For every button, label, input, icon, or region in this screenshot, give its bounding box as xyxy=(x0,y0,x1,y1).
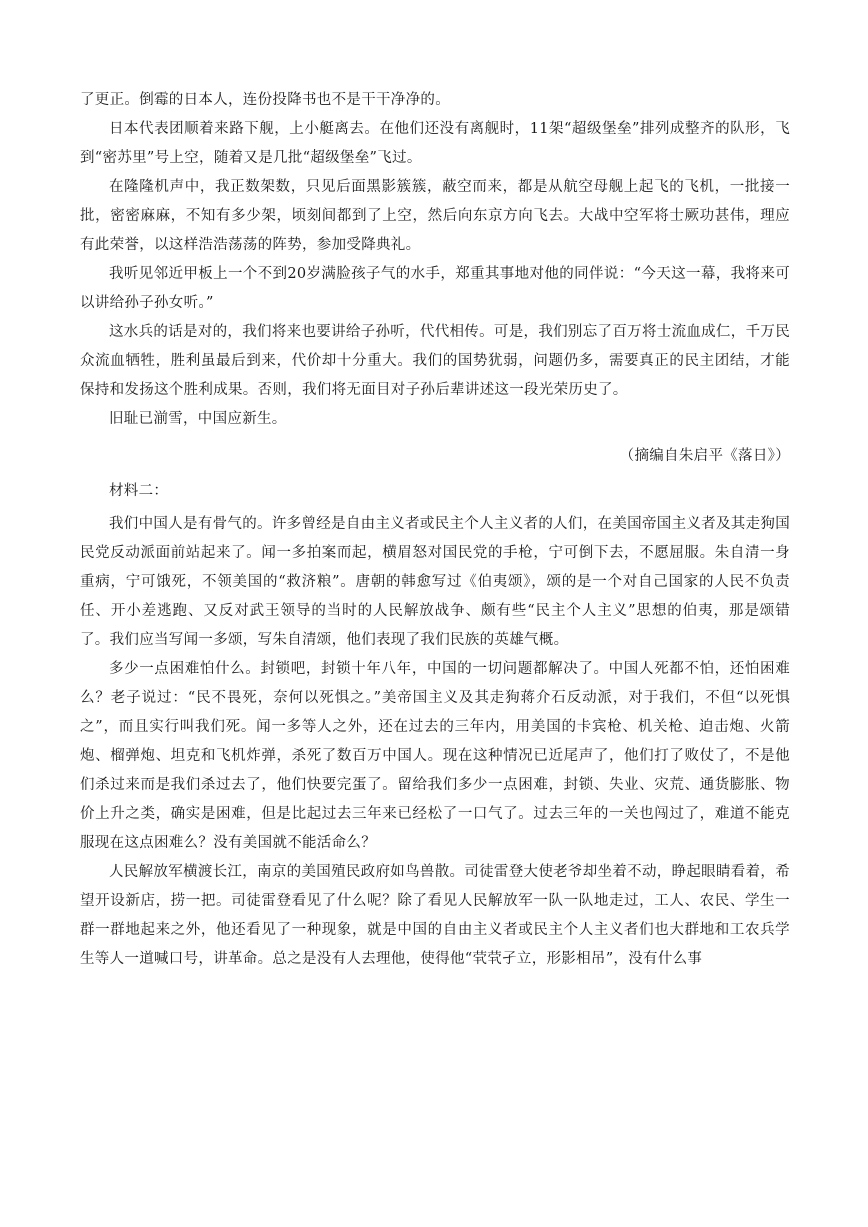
paragraph: 我们中国人是有骨气的。许多曾经是自由主义者或民主个人主义者的人们，在美国帝国主义者及其走狗国民党反动派面前站起来了。闻一多拍案而起，横眉怒对国民党的手枪，宁可倒下去，不愿屈服。朱自清一身重病，宁可饿死，不领美国的“救济粮”。唐朝的韩愈写过《伯夷颂》，颂的是一个对自己国家的人民不负责任、开小差逃跑、又反对武王领导的当时的人民解放战争、颇有些“民主个人主义”思想的伯夷，那是颂错了。我们应当写闻一多颂，写朱自清颂，他们表现了我们民族的英雄气概。 xyxy=(80,516,790,648)
paragraph: 人民解放军横渡长江，南京的美国殖民政府如鸟兽散。司徒雷登大使老爷却坐着不动，睁起眼睛看着，希望开设新店，捞一把。司徒雷登看见了什么呢？除了看见人民解放军一队一队地走过，工人、农民、学生一群一群地起来之外，他还看见了一种现象，就是中国的自由主义者或民主个人主义者们也大群地和工农兵学生等人一道喊口号，讲革命。总之是没有人去理他，使得他“茕茕孑立，形影相吊”，没有什么事 xyxy=(80,864,790,967)
paragraph: 旧耻已湔雪，中国应新生。 xyxy=(109,411,287,427)
section-label: 材料二： xyxy=(109,483,169,499)
source-citation: （摘编自朱启平《落日》） xyxy=(619,448,790,464)
document-page xyxy=(80,86,790,974)
paragraph: 这水兵的话是对的，我们将来也要讲给子孙听，代代相传。可是，我们别忘了百万将士流血成仁，千万民众流血牺牲，胜利虽最后到来，代价却十分重大。我们的国势犹弱，问题仍多，需要真正的民主团结，才能保持和发扬这个胜利成果。否则，我们将无面目对子孙后辈讲述这一段光荣历史了。 xyxy=(80,324,790,398)
paragraph: 我听见邻近甲板上一个不到20岁满脸孩子气的水手，郑重其事地对他的同伴说：“今天这一幕，我将来可以讲给孙子孙女听。” xyxy=(80,266,790,311)
paragraph: 日本代表团顺着来路下舰，上小艇离去。在他们还没有离舰时，11架“超级堡垒”排列成整齐的队形，飞到“密苏里”号上空，随着又是几批“超级堡垒”飞过。 xyxy=(80,121,790,166)
paragraph: 多少一点困难怕什么。封锁吧，封锁十年八年，中国的一切问题都解决了。中国人死都不怕，还怕困难么？老子说过：“民不畏死，奈何以死惧之。”美帝国主义及其走狗蒋介石反动派，对于我们，不但“以死惧之”，而且实行叫我们死。闻一多等人之外，还在过去的三年内，用美国的卡宾枪、机关枪、迫击炮、火箭炮、榴弹炮、坦克和飞机炸弹，杀死了数百万中国人。现在这种情况已近尾声了，他们打了败仗了，不是他们杀过来而是我们杀过去了，他们快要完蛋了。留给我们多少一点困难，封锁、失业、灾荒、通货膨胀、物价上升之类，确实是困难，但是比起过去三年来已经松了一口气了。过去三年的一关也闯过了，难道不能克服现在这点困难么？没有美国就不能活命么？ xyxy=(80,661,790,851)
paragraph: 了更正。倒霉的日本人，连份投降书也不是干干净净的。 xyxy=(80,92,450,108)
paragraph: 在隆隆机声中，我正数架数，只见后面黑影簇簇，蔽空而来，都是从航空母舰上起飞的飞机，一批接一批，密密麻麻，不知有多少架，顷刻间都到了上空，然后向东京方向飞去。大战中空军将士厥功甚伟，理应有此荣誉，以这样浩浩荡荡的阵势，参加受降典礼。 xyxy=(80,179,790,253)
